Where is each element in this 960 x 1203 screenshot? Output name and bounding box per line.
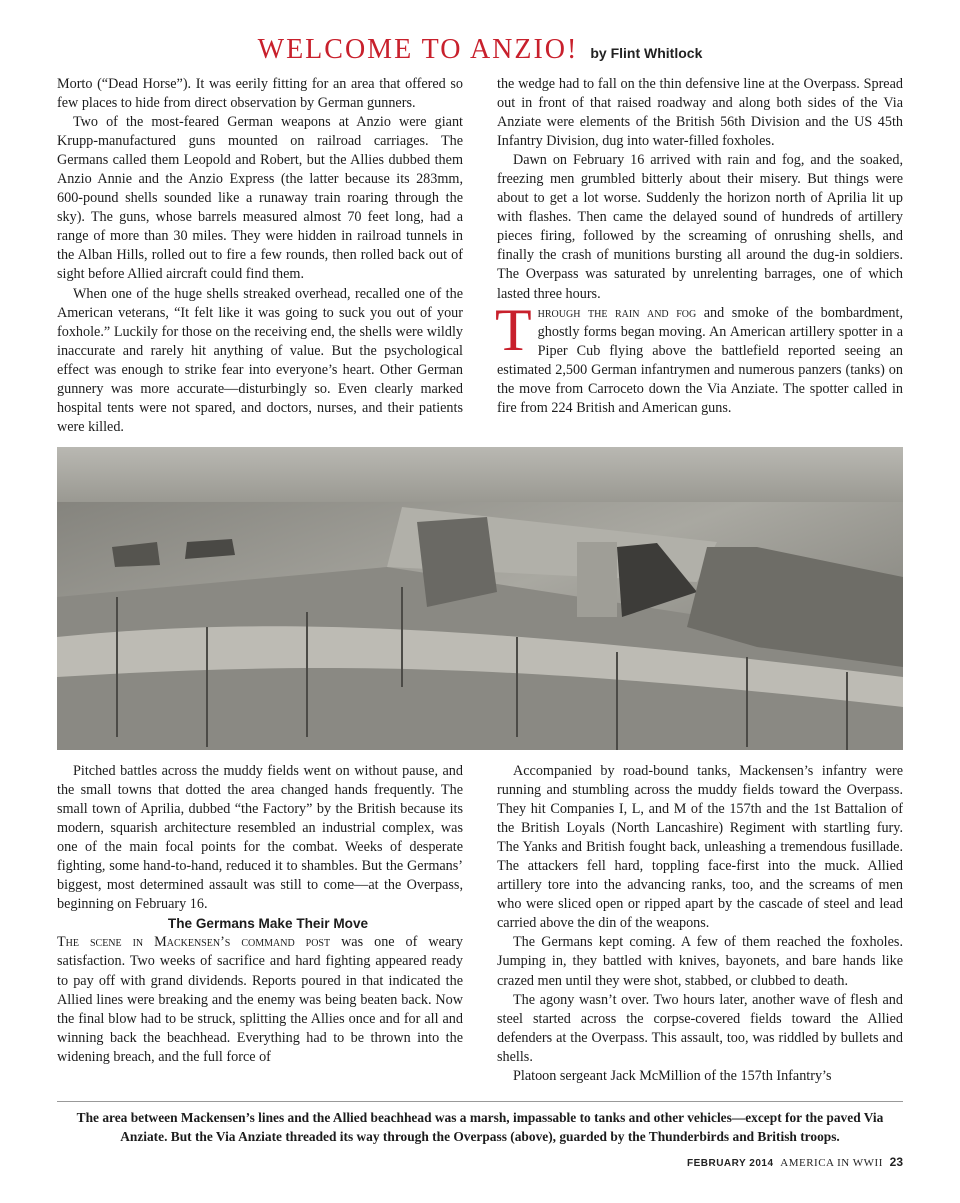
footer-magazine: AMERICA IN WWII [780, 1157, 883, 1169]
page-footer [687, 1155, 903, 1169]
paragraph: Accompanied by road-bound tanks, Mackensen’s infantry were running and stumbling across the muddy fields toward the Overpass. They hit Companies I, L, and M of the 157th and the 1st Battalion of the British Loyals (North Lancashire) Regiment with startling fury. The Yanks and British fought back, unleashing a tremendous fusillade. The attackers fell hard, toppling face-first into the muck. Allied artillery tore into the advancing ranks, too, and the screams of men who were sliced open or ripped apart by the cascade of steel and lead carried above the din of the weapons. [497, 763, 903, 932]
section-subheading: The Germans Make Their Move [167, 916, 369, 932]
paragraph: Platoon sergeant Jack McMillion of the 157th Infantry’s [513, 1067, 832, 1084]
overpass-photo [57, 447, 903, 750]
paragraph: the wedge had to fall on the thin defensive line at the Overpass. Spread out in front of that raised roadway and along both sides of the Via Anziate were elements of the British 56th Division and the US 45th Infantry Division, dug into water-filled foxholes. [497, 76, 903, 150]
paragraph: Two of the most-feared German weapons at Anzio were giant Krupp-manufactured guns mounted on railroad carriages. The Germans called them Leopold and Robert, but the Allies dubbed them Anzio Annie and the Anzio Express (the latter because its 283mm, 600-pound shells sounded like a runaway train roaring through the sky). The guns, whose barrels measured almost 70 feet long, had a range of more than 30 miles. They were hidden in railroad tunnels in the Alban Hills, rolled out to fire a few rounds, then rolled back out of sight before Allied aircraft could find them. [57, 114, 463, 283]
section-text: and smoke of the bombardment, ghostly forms began moving. An American artillery spotter in a Piper Cub flying above the battlefield reported seeing an estimated 2,500 German infantrymen and numerous panzers (tanks) on the move from Carroceto down the Via Anziate. The spotter called in fire from 224 British and American guns. [497, 304, 903, 416]
photo-illustration [57, 447, 903, 750]
paragraph: The agony wasn’t over. Two hours later, another wave of flesh and steel started across the corpse-covered fields toward the Allied defenders at the Overpass. This assault, too, was riddled by bullets and shells. [497, 991, 903, 1065]
column-right-top [497, 75, 903, 418]
caption-divider [57, 1101, 903, 1102]
paragraph: Morto (“Dead Horse”). It was eerily fitting for an area that offered so few places to hide from direct observation by German gunners. [57, 76, 463, 112]
lead-in: The scene in Mackensen’s command post [57, 934, 331, 951]
footer-date: FEBRUARY 2014 [686, 1158, 774, 1169]
column-left-bottom [57, 762, 463, 1067]
section-text: was one of weary satisfaction. Two weeks of sacrifice and hard fighting appeared ready to pay off with grand dividends. Reports poured in that indicated the Allied lines were breaking and the enemy was being beaten back. Now the final blow had to be struck, splitting the Allies once and for all and winning back the beachhead. Everything had to be thrown into the widening breach, and the full force of [57, 934, 463, 1065]
column-left-top [57, 75, 463, 437]
paragraph: The Germans kept coming. A few of them reached the foxholes. Jumping in, they battled with knives, bayonets, and bare hands like crazed men until they were shot, stabbed, or clubbed to death. [497, 934, 903, 989]
lead-in: hrough the rain and fog [537, 304, 697, 321]
article-header [0, 34, 960, 66]
section-paragraph [495, 296, 903, 418]
section-paragraph [57, 933, 463, 1066]
article-title: WELCOME TO ANZIO! [257, 34, 579, 65]
drop-cap: T [495, 296, 532, 363]
paragraph: When one of the huge shells streaked overhead, recalled one of the American veterans, “It felt like it was going to suck you out of your foxhole.” Luckily for those on the receiving end, the shells were wildly inaccurate and rarely hit anything of value. But the psychological effect was enough to strike fear into everyone’s heart. Other German gunnery was more accurate—disturbingly so. Even clearly marked hospital tents were not spared, and doctors, nurses, and their patients were killed. [57, 285, 463, 435]
page-number: 23 [889, 1155, 903, 1169]
photo-caption: The area between Mackensen’s lines and the Allied beachhead was a marsh, impassable to tanks and other vehicles—except for the paved Via Anziate. But the Via Anziate threaded its way through the Overpass (above), guarded by the Thunderbirds and British troops. [76, 1110, 884, 1144]
byline: by Flint Whitlock [590, 45, 703, 61]
paragraph: Dawn on February 16 arrived with rain and fog, and the soaked, freezing men grumbled bitterly about their misery. But things were about to get a lot worse. Suddenly the horizon north of Aprilia lit up with flashes. Then came the delayed sound of hundreds of artillery pieces firing, followed by the screaming of onrushing shells, and finally the crash of munitions bursting all around the dug-in soldiers. The Overpass was saturated by unrelenting barrages, one of which lasted three hours. [497, 152, 903, 302]
paragraph: Pitched battles across the muddy fields went on without pause, and the small towns that dotted the area changed hands frequently. The small town of Aprilia, dubbed “the Factory” by the British because its modern, squarish architecture resembled an industrial complex, was one of the main focal points for the combat. Weeks of desperate fighting, some hand-to-hand, reduced it to shambles. But the Germans’ biggest, most determined assault was still to come—at the Overpass, beginning on February 16. [57, 763, 463, 913]
column-right-bottom [497, 762, 903, 1086]
